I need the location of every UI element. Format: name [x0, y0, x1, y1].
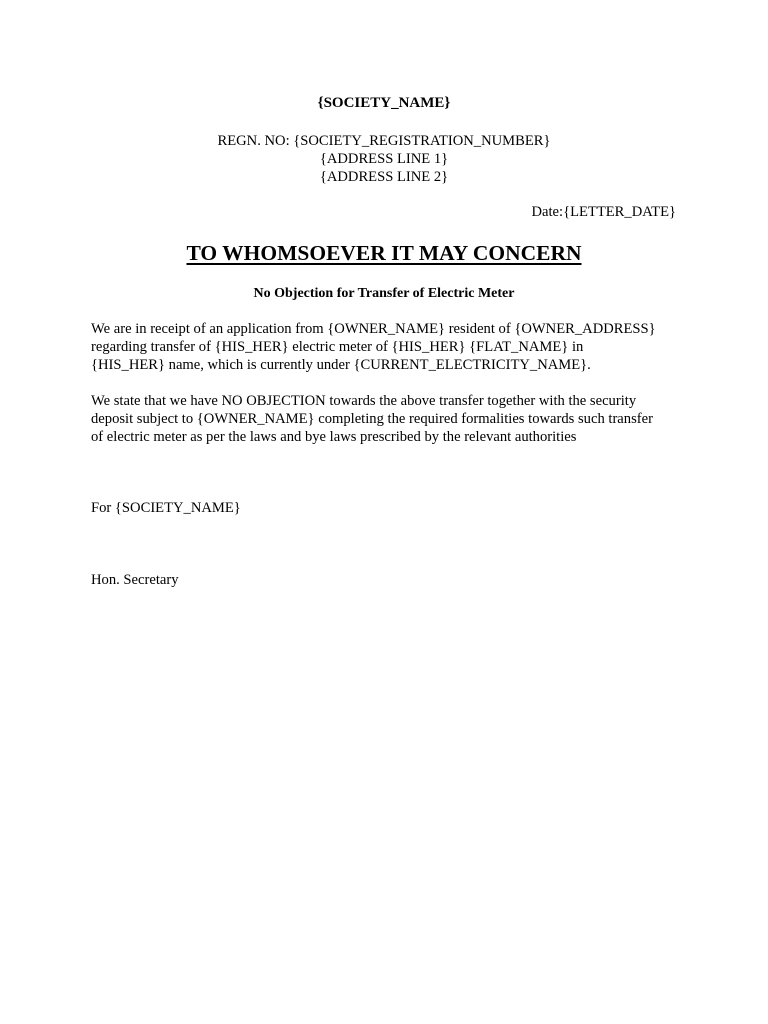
address-line-1: {ADDRESS LINE 1} — [319, 151, 449, 167]
letter-date: Date:{LETTER_DATE} — [531, 204, 676, 220]
signoff-for-society: For {SOCIETY_NAME} — [91, 500, 241, 516]
registration-number: REGN. NO: {SOCIETY_REGISTRATION_NUMBER} — [217, 133, 551, 149]
paragraph-line: We are in receipt of an application from {OWNER_NAME} resident of {OWNER_ADDRESS} — [91, 321, 656, 337]
paragraph-line: of electric meter as per the laws and bye laws prescribed by the relevant authorities — [91, 429, 577, 445]
signatory-title: Hon. Secretary — [91, 572, 179, 588]
address-line-2: {ADDRESS LINE 2} — [319, 169, 449, 185]
paragraph-line: deposit subject to {OWNER_NAME} completing the required formalities towards such transfer — [91, 411, 653, 427]
paragraph-line: regarding transfer of {HIS_HER} electric meter of {HIS_HER} {FLAT_NAME} in — [91, 339, 584, 355]
paragraph-application — [91, 320, 691, 374]
paragraph-line: {HIS_HER} name, which is currently under {CURRENT_ELECTRICITY_NAME}. — [91, 357, 591, 373]
paragraph-line: We state that we have NO OBJECTION towards the above transfer together with the security — [91, 393, 637, 409]
paragraph-no-objection — [91, 392, 691, 446]
letter-subject: No Objection for Transfer of Electric Meter — [253, 286, 515, 301]
letter-heading: TO WHOMSOEVER IT MAY CONCERN — [186, 241, 582, 265]
society-name-header: {SOCIETY_NAME} — [317, 95, 451, 111]
